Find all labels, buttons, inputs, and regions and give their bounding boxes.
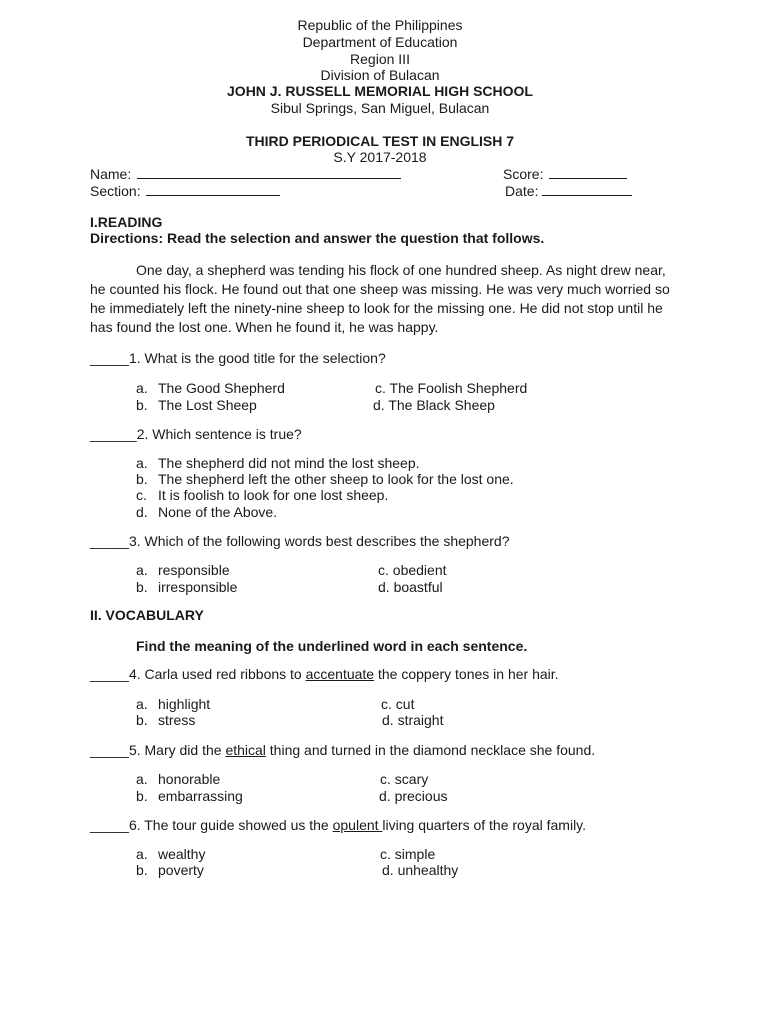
choice-text: poverty — [158, 862, 204, 878]
underlined-word: opulent — [332, 817, 383, 833]
header-division: Division of Bulacan — [320, 67, 440, 83]
choice-6d[interactable]: d. unhealthy — [382, 862, 459, 878]
choice-5a[interactable] — [136, 771, 221, 787]
answer-blank[interactable]: ______ — [90, 426, 137, 442]
choice-text: highlight — [158, 696, 211, 712]
choice-text: The Good Shepherd — [158, 380, 285, 396]
passage-line: he counted his flock. He found out that one sheep was missing. He was very much worried so — [90, 281, 670, 297]
answer-blank[interactable]: _____ — [90, 533, 129, 549]
choice-letter: a. — [136, 696, 148, 712]
section-label: Section: — [90, 183, 141, 199]
choice-text: stress — [158, 712, 196, 728]
school-address: Sibul Springs, San Miguel, Bulacan — [270, 100, 490, 116]
score-label: Score: — [503, 166, 544, 182]
choice-letter: b. — [136, 712, 148, 728]
choice-letter: a. — [136, 455, 148, 471]
choice-letter: b. — [136, 471, 148, 487]
choice-2c[interactable] — [136, 487, 389, 503]
choice-5d[interactable]: d. precious — [379, 788, 448, 804]
school-name: JOHN J. RUSSELL MEMORIAL HIGH SCHOOL — [227, 83, 533, 99]
underlined-word: ethical — [225, 742, 266, 758]
question-text: 4. Carla used red ribbons to — [128, 666, 306, 682]
choice-letter: d. — [136, 504, 148, 520]
choice-5c[interactable]: c. scary — [380, 771, 429, 787]
choice-6a[interactable] — [136, 846, 206, 862]
choice-letter: b. — [136, 579, 148, 595]
question-text: 3. Which of the following words best describes the shepherd? — [128, 533, 510, 549]
date-field — [505, 182, 632, 199]
choice-text: None of the Above. — [158, 504, 278, 520]
choice-text: The shepherd left the other sheep to look for the lost one. — [158, 471, 514, 487]
date-label: Date: — [505, 183, 539, 199]
choice-text: The Lost Sheep — [158, 397, 257, 413]
choice-6c[interactable]: c. simple — [380, 846, 436, 862]
choice-1b[interactable] — [136, 397, 257, 413]
choice-2a[interactable] — [136, 455, 420, 471]
question-5 — [90, 742, 595, 758]
question-text: living quarters of the royal family. — [382, 817, 587, 833]
choice-3d[interactable]: d. boastful — [378, 579, 443, 595]
answer-blank[interactable]: _____ — [90, 817, 129, 833]
choice-letter: a. — [136, 562, 148, 578]
question-text: 5. Mary did the — [128, 742, 226, 758]
header-region: Region III — [350, 51, 410, 67]
choice-letter: a. — [136, 771, 148, 787]
vocabulary-directions: Find the meaning of the underlined word in each sentence. — [136, 638, 528, 654]
choice-letter: c. — [136, 487, 147, 503]
question-4 — [90, 666, 559, 682]
choice-letter: b. — [136, 862, 148, 878]
reading-directions: Directions: Read the selection and answer the question that follows. — [90, 230, 545, 246]
school-year: S.Y 2017-2018 — [333, 149, 427, 165]
passage-line: has found the lost one. When he found it, he was happy. — [90, 319, 439, 335]
answer-blank[interactable]: _____ — [90, 742, 129, 758]
choice-text: The shepherd did not mind the lost sheep. — [158, 455, 420, 471]
passage-line: One day, a shepherd was tending his flock of one hundred sheep. As night drew near, — [136, 262, 666, 278]
section-field — [90, 182, 280, 199]
question-2 — [90, 426, 302, 442]
test-title: THIRD PERIODICAL TEST IN ENGLISH 7 — [245, 133, 515, 149]
choice-text: wealthy — [158, 846, 206, 862]
choice-4a[interactable] — [136, 696, 211, 712]
answer-blank[interactable]: _____ — [90, 350, 129, 366]
header-republic: Republic of the Philippines — [297, 17, 463, 33]
question-1 — [90, 350, 386, 366]
choice-4c[interactable]: c. cut — [381, 696, 415, 712]
choice-text: embarrassing — [158, 788, 243, 804]
question-3 — [90, 533, 509, 549]
question-text: 2. Which sentence is true? — [136, 426, 302, 442]
choice-text: honorable — [158, 771, 221, 787]
passage-line: he immediately left the ninety-nine sheep to look for the missing one. He did not stop until he — [90, 300, 663, 316]
choice-3b[interactable] — [136, 579, 238, 595]
choice-3c[interactable]: c. obedient — [378, 562, 447, 578]
underlined-word: accentuate — [305, 666, 375, 682]
question-text: 1. What is the good title for the selection? — [128, 350, 386, 366]
score-blank[interactable] — [549, 165, 627, 179]
choice-1c[interactable]: c. The Foolish Shepherd — [375, 380, 528, 396]
question-6 — [90, 817, 586, 833]
name-blank[interactable] — [137, 165, 401, 179]
answer-blank[interactable]: _____ — [90, 666, 129, 682]
choice-5b[interactable] — [136, 788, 243, 804]
choice-1d[interactable]: d. The Black Sheep — [373, 397, 495, 413]
choice-text: It is foolish to look for one lost sheep. — [158, 487, 389, 503]
reading-heading: I.READING — [90, 214, 163, 230]
choice-2d[interactable] — [136, 504, 278, 520]
name-field — [90, 165, 401, 182]
choice-letter: a. — [136, 846, 148, 862]
choice-6b[interactable] — [136, 862, 204, 878]
choice-letter: b. — [136, 788, 148, 804]
choice-text: responsible — [158, 562, 230, 578]
choice-letter: b. — [136, 397, 148, 413]
question-text: the coppery tones in her hair. — [374, 666, 559, 682]
score-field — [503, 165, 627, 182]
choice-letter: a. — [136, 380, 148, 396]
section-blank[interactable] — [146, 182, 280, 196]
choice-1a[interactable] — [136, 380, 285, 396]
choice-text: irresponsible — [158, 579, 238, 595]
name-label: Name: — [90, 166, 132, 182]
vocabulary-heading: II. VOCABULARY — [90, 607, 204, 623]
header-department: Department of Education — [302, 34, 458, 50]
question-text: 6. The tour guide showed us the — [128, 817, 333, 833]
choice-4d[interactable]: d. straight — [382, 712, 444, 728]
choice-2b[interactable] — [136, 471, 514, 487]
choice-3a[interactable] — [136, 562, 230, 578]
choice-4b[interactable] — [136, 712, 196, 728]
date-blank[interactable] — [542, 182, 632, 196]
question-text: thing and turned in the diamond necklace she found. — [265, 742, 596, 758]
